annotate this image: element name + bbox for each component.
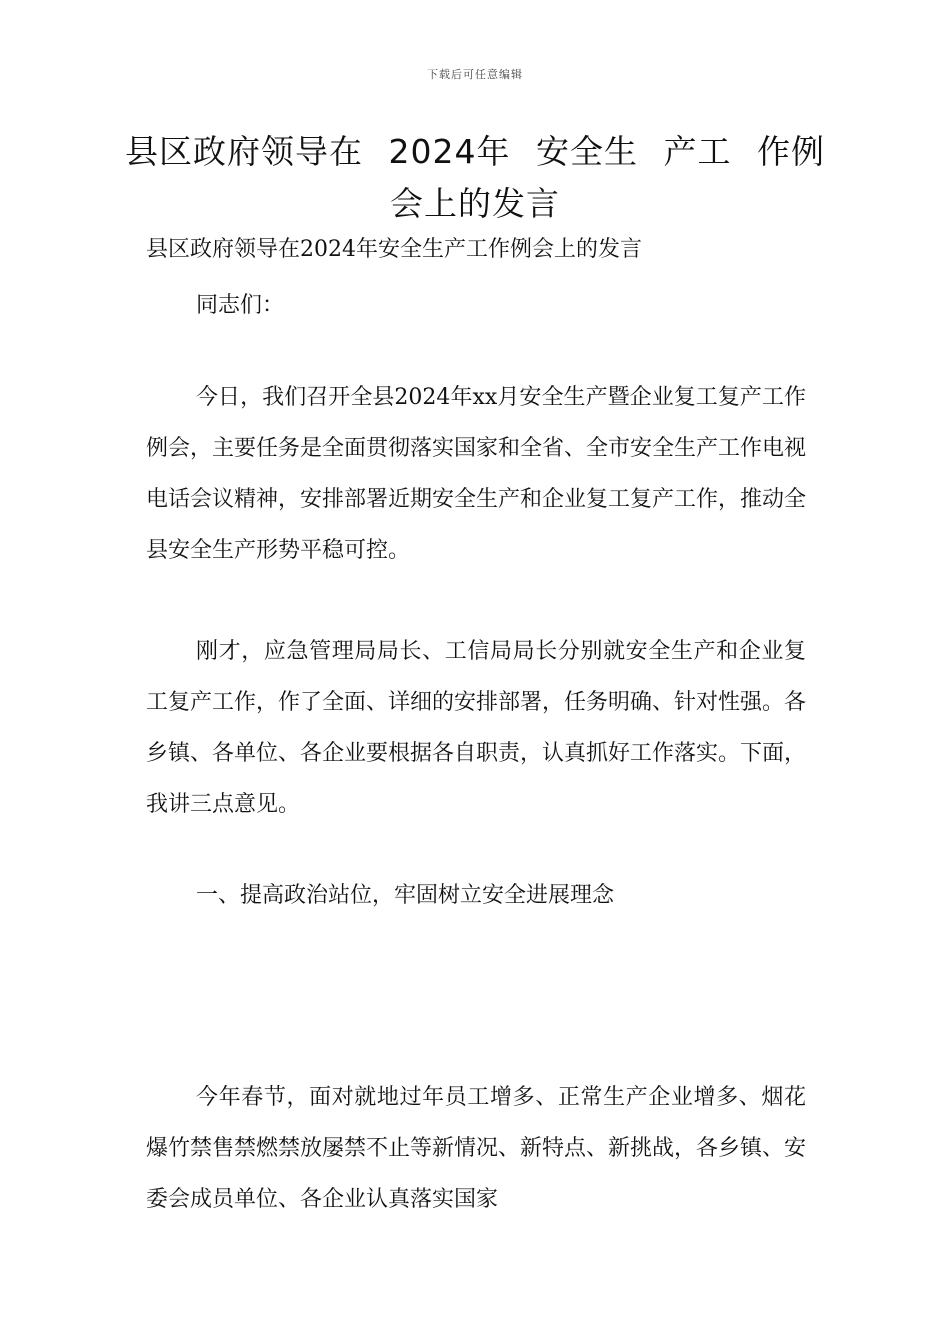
greeting: 同志们： — [196, 293, 285, 318]
paragraph-1: 今日，我们召开全县2024年xx月安全生产暨企业复工复产工作例会，主要任务是全面贯彻落实国家和全省、全市安全生产工作电视电话会议精神，安排部署近期安全生产和企业复工复产工作，推动全县安全生产形势平稳可控。 — [146, 385, 807, 563]
document-title: 县区政府领导在 2024年 安全生 产工 作例 会上的发言 — [125, 132, 825, 223]
paragraph-3: 今年春节，面对就地过年员工增多、正常生产企业增多、烟花爆竹禁售禁燃禁放屡禁不止等新情况、新特点、新挑战，各乡镇、安委会成员单位、各企业认真落实国家 — [146, 1085, 807, 1212]
document-subtitle: 县区政府领导在2024年安全生产工作例会上的发言 — [146, 237, 642, 262]
paragraph-2: 刚才，应急管理局局长、工信局局长分别就安全生产和企业复工复产工作，作了全面、详细的安排部署，任务明确、针对性强。各乡镇、各单位、各企业要根据各自职责，认真抓好工作落实。下面，我讲三点意见。 — [146, 639, 807, 817]
header-note: 下载后可任意编辑 — [427, 68, 523, 81]
section-heading-1: 一、提高政治站位，牢固树立安全进展理念 — [196, 883, 615, 908]
